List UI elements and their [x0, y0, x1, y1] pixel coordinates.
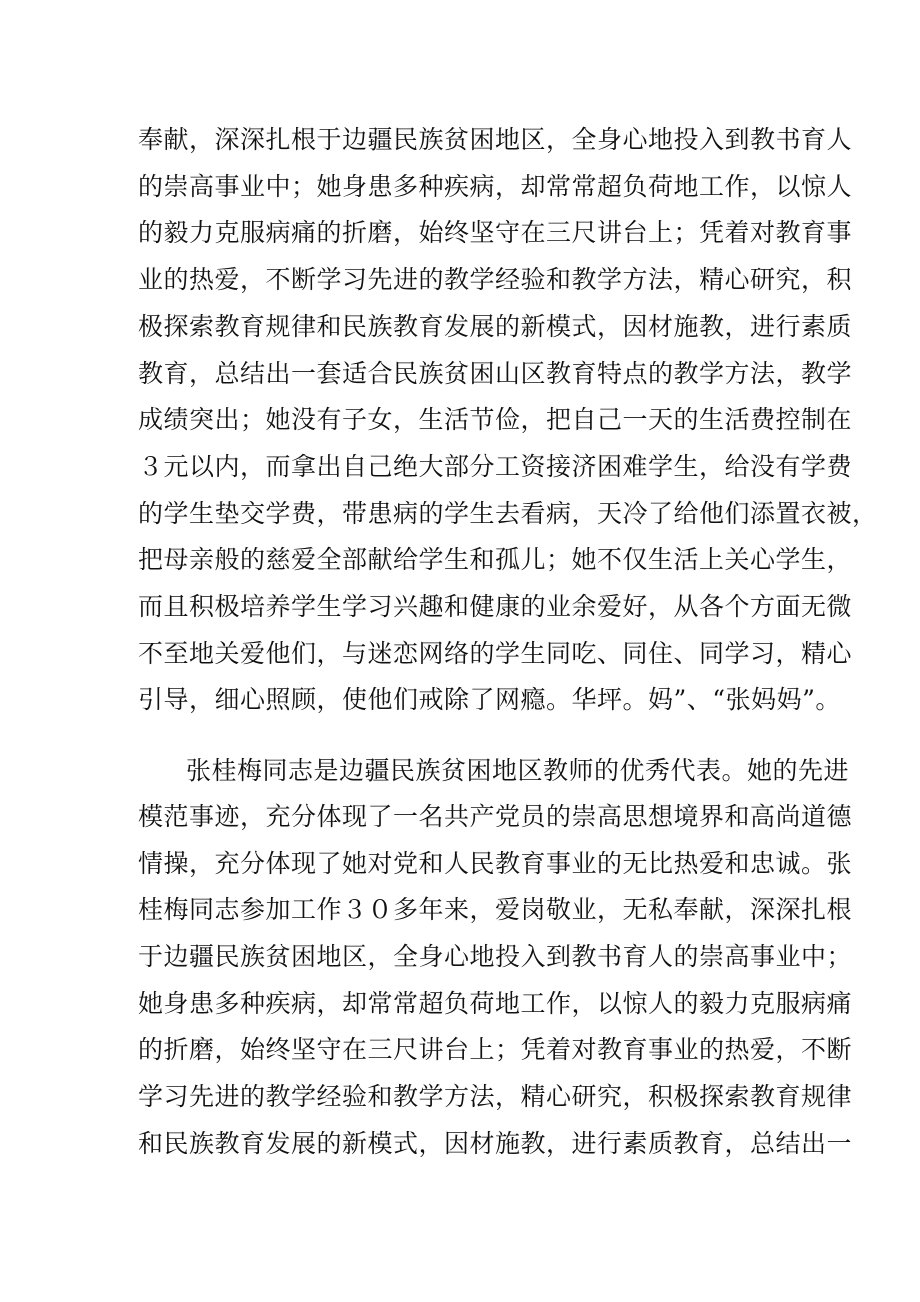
text-line: 的毅力克服病痛的折磨，始终坚守在三尺讲台上；凭着对教育事: [138, 218, 853, 247]
text-line: 极探索教育规律和民族教育发展的新模式，因材施教，进行素质: [138, 312, 853, 341]
text-line: ３元以内，而拿出自己绝大部分工资接济困难学生，给没有学费: [138, 452, 853, 481]
text-line: 奉献，深深扎根于边疆民族贫困地区，全身心地投入到教书育人: [138, 125, 853, 154]
text-line: 张桂梅同志是边疆民族贫困地区教师的优秀代表。她的先进: [186, 756, 850, 785]
text-line: 学习先进的教学经验和教学方法，精心研究，积极探索教育规律: [138, 1082, 853, 1111]
text-line: 不至地关爱他们，与迷恋网络的学生同吃、同住、同学习，精心: [138, 639, 853, 668]
text-line: 的崇高事业中；她身患多种疾病，却常常超负荷地工作，以惊人: [138, 172, 853, 201]
text-line: 桂梅同志参加工作３０多年来，爱岗敬业，无私奉献，深深扎根: [138, 895, 853, 924]
text-line: 业的热爱，不断学习先进的教学经验和教学方法，精心研究，积: [138, 265, 853, 294]
text-line: 情操，充分体现了她对党和人民教育事业的无比热爱和忠诚。张: [138, 849, 853, 878]
text-line: 而且积极培养学生学习兴趣和健康的业余爱好，从各个方面无微: [138, 592, 853, 621]
text-line: 的学生垫交学费，带患病的学生去看病，天冷了给他们添置衣被，: [138, 499, 878, 528]
text-line: 她身患多种疾病，却常常超负荷地工作，以惊人的毅力克服病痛: [138, 989, 853, 1018]
text-line: 模范事迹，充分体现了一名共产党员的崇高思想境界和高尚道德: [138, 802, 853, 831]
text-line: 把母亲般的慈爱全部献给学生和孤儿；她不仅生活上关心学生，: [138, 545, 853, 574]
text-line: 于边疆民族贫困地区，全身心地投入到教书育人的崇高事业中；: [138, 942, 853, 971]
text-line: 的折磨，始终坚守在三尺讲台上；凭着对教育事业的热爱，不断: [138, 1035, 853, 1064]
text-line: 教育，总结出一套适合民族贫困山区教育特点的教学方法，教学: [138, 359, 853, 388]
text-line: 成绩突出；她没有子女，生活节俭，把自己一天的生活费控制在: [138, 405, 853, 434]
text-line: 和民族教育发展的新模式，因材施教，进行素质教育，总结出一: [138, 1129, 853, 1158]
text-line: 引导，细心照顾，使他们戒除了网瘾。华坪。妈”、“张妈妈”。: [138, 685, 841, 714]
